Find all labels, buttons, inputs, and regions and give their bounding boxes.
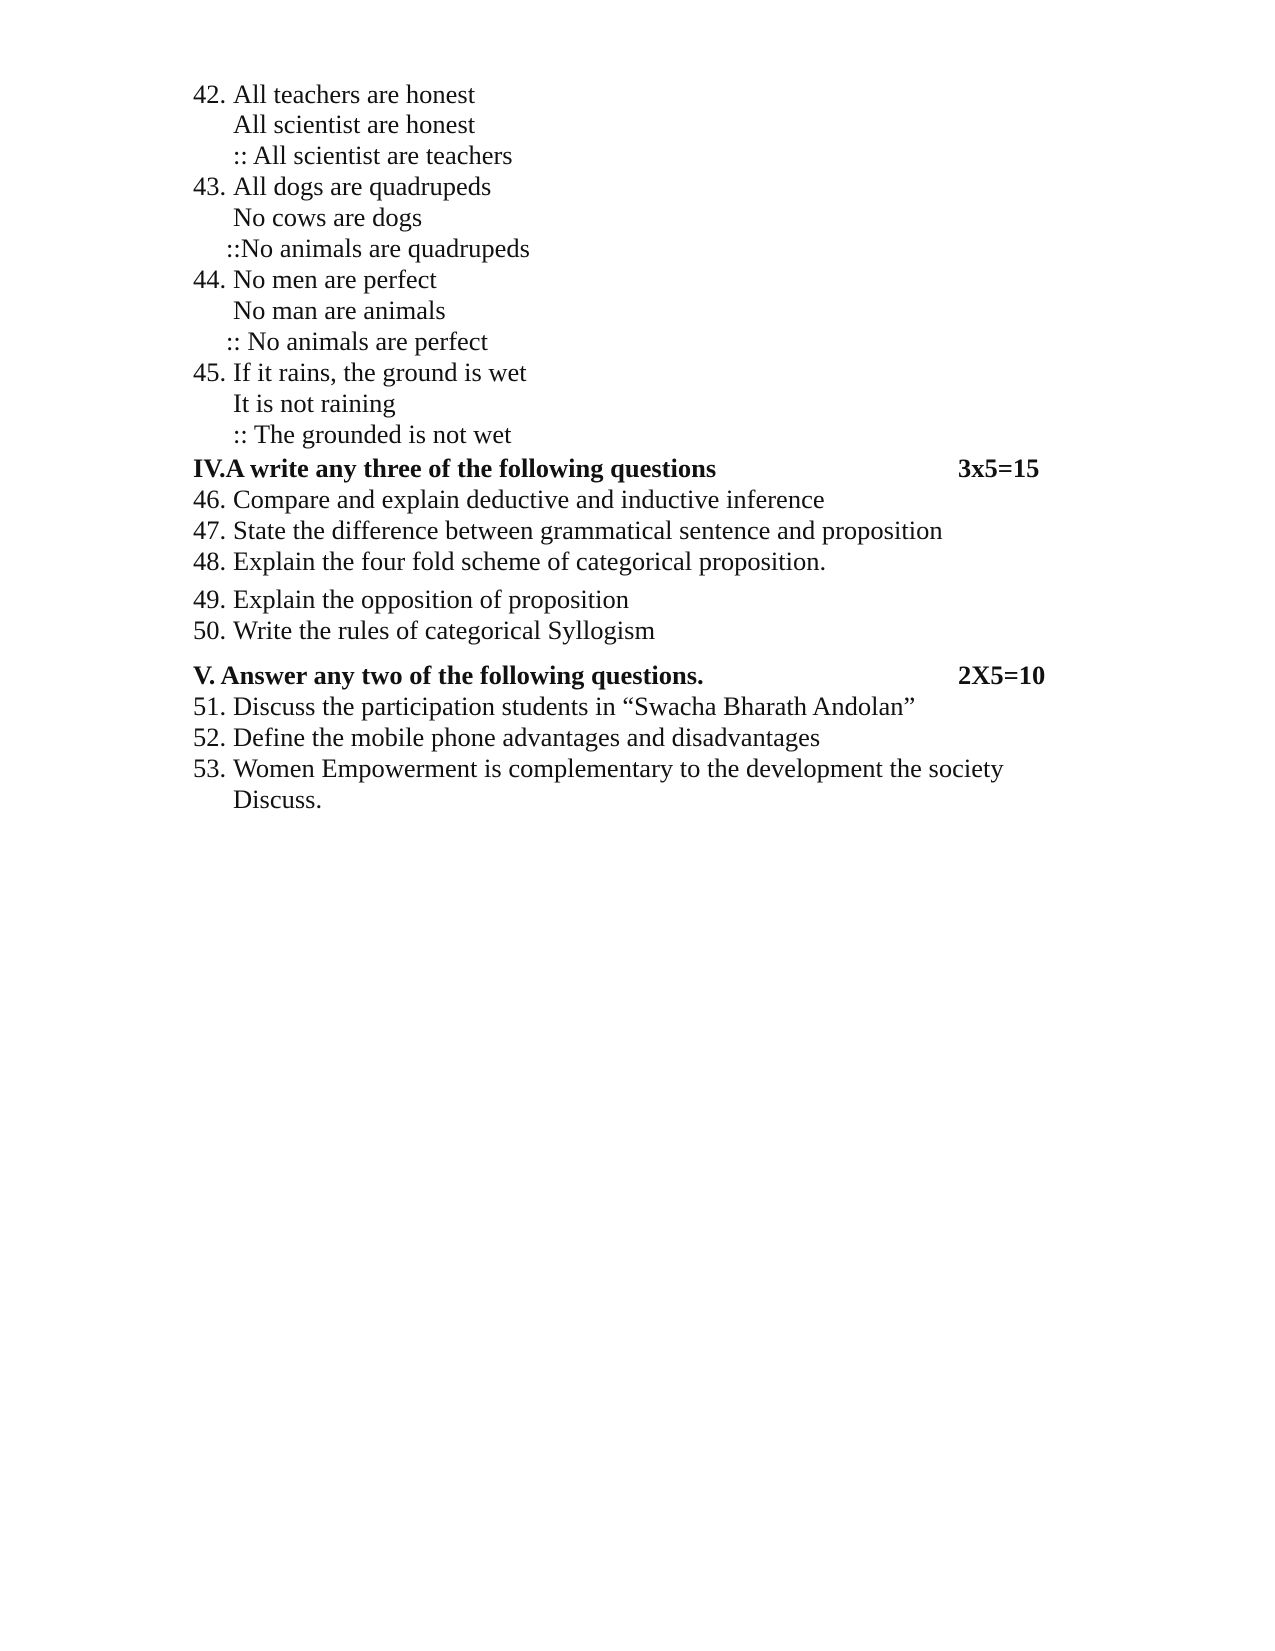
section-iv-heading: IV.A write any three of the following questions: [193, 453, 717, 483]
question-text: Women Empowerment is complementary to the development the society: [233, 753, 1004, 783]
premise-line: No man are animals: [233, 295, 446, 325]
question-number: 42.: [193, 79, 227, 109]
question-number: 49.: [193, 584, 227, 614]
question-text: Define the mobile phone advantages and disadvantages: [233, 722, 821, 752]
premise-line: It is not raining: [233, 388, 396, 418]
premise-line: All scientist are honest: [233, 109, 476, 139]
question-number: 50.: [193, 615, 227, 645]
question-49: [193, 584, 629, 614]
question-45: [193, 357, 527, 387]
question-46: [193, 484, 825, 514]
question-number: 51.: [193, 691, 227, 721]
question-number: 43.: [193, 171, 227, 201]
question-51: [193, 691, 915, 721]
question-52: [193, 722, 820, 752]
question-number: 45.: [193, 357, 227, 387]
question-text: Discuss the participation students in “Swacha Bharath Andolan”: [233, 691, 916, 721]
question-number: 46.: [193, 484, 227, 514]
conclusion-line: :: All scientist are teachers: [233, 140, 513, 170]
section-v-marks: 2X5=10: [958, 660, 1046, 690]
premise-line: No cows are dogs: [233, 202, 423, 232]
question-47: [193, 515, 943, 545]
question-continuation: Discuss.: [233, 784, 323, 814]
question-48: [193, 546, 826, 576]
conclusion-line: :: The grounded is not wet: [233, 419, 512, 449]
section-v-heading: V. Answer any two of the following questions.: [193, 660, 704, 690]
conclusion-line: :: No animals are perfect: [226, 326, 488, 356]
question-text: Write the rules of categorical Syllogism: [233, 615, 656, 645]
premise: No men are perfect: [233, 264, 437, 294]
question-number: 53.: [193, 753, 227, 783]
question-number: 48.: [193, 546, 227, 576]
question-text: Compare and explain deductive and inductive inference: [233, 484, 825, 514]
premise: If it rains, the ground is wet: [233, 357, 527, 387]
section-iv-marks: 3x5=15: [958, 453, 1040, 483]
premise: All teachers are honest: [233, 79, 476, 109]
question-number: 52.: [193, 722, 227, 752]
question-44: [193, 264, 437, 294]
conclusion-line: ::No animals are quadrupeds: [226, 233, 530, 263]
question-text: Explain the four fold scheme of categorical proposition.: [233, 546, 827, 576]
question-number: 44.: [193, 264, 227, 294]
question-43: [193, 171, 491, 201]
question-number: 47.: [193, 515, 227, 545]
question-42: [193, 79, 475, 109]
question-53: [193, 753, 1004, 783]
question-text: Explain the opposition of proposition: [233, 584, 629, 614]
question-50: [193, 615, 655, 645]
premise: All dogs are quadrupeds: [233, 171, 492, 201]
question-text: State the difference between grammatical sentence and proposition: [233, 515, 943, 545]
